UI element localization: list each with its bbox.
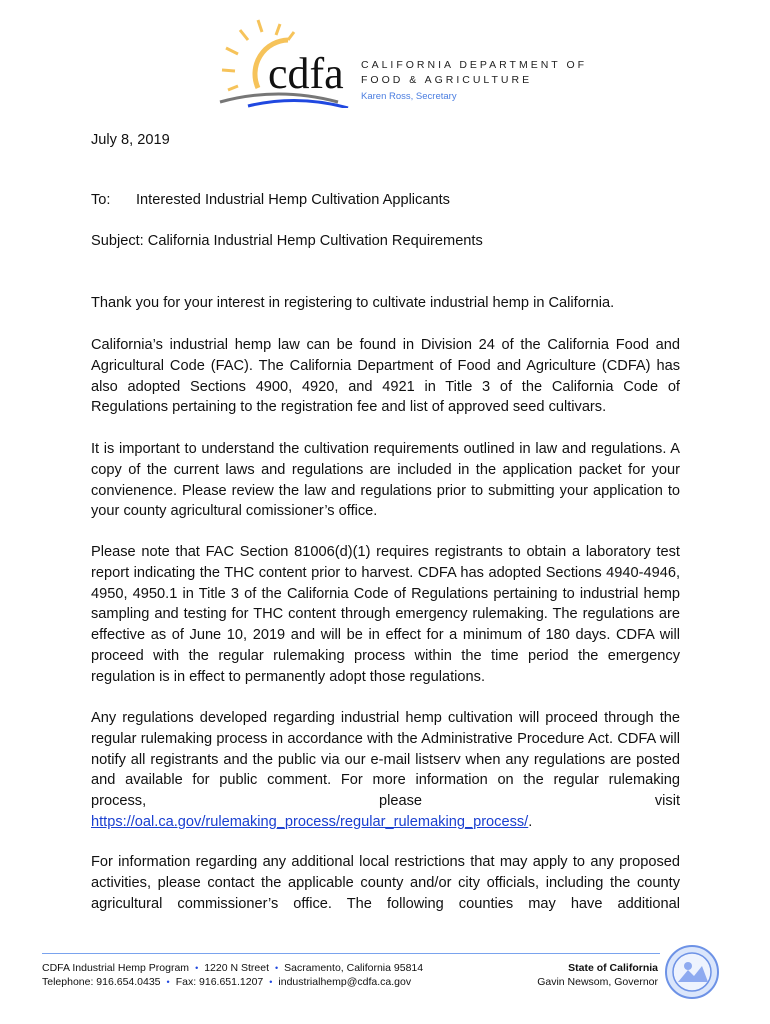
rulemaking-link[interactable]: https://oal.ca.gov/rulemaking_process/regular_rulemaking_process/ (91, 813, 529, 830)
org-name (361, 58, 587, 88)
governor-name: Gavin Newsom, Governor (537, 976, 658, 988)
word: please (379, 793, 423, 810)
bullet-icon: • (195, 963, 199, 973)
footer-state (537, 961, 658, 989)
paragraph-5-body: Any regulations developed regarding industrial hemp cultivation will proceed through the regular rulemaking process in accordance with the Administrative Procedure Act. CDFA will notify all registrants and the public via our e-mail listserv when any regulations are posted and available for public comment. For more information on the regular rulemaking (91, 710, 680, 789)
period: . (528, 813, 533, 830)
email[interactable]: industrialhemp@cdfa.ca.gov (278, 976, 412, 988)
paragraph-2: California’s industrial hemp law can be found in Division 24 of the California Food and Agricultural Code (FAC). The California Department of Food and Agriculture (CDFA) has also adopted Sections 4900, 4920, and 4921 in Title 3 of the California Code of Regulations pertaining to the registration fee and list of approved seed cultivars. (91, 337, 680, 416)
secretary: Karen Ross, Secretary (361, 91, 457, 102)
to-line (91, 190, 680, 211)
org-line1: CALIFORNIA DEPARTMENT OF (361, 59, 588, 71)
state-seal-icon (664, 944, 720, 1000)
org-line2: FOOD & AGRICULTURE (361, 74, 533, 86)
bullet-icon: • (275, 963, 279, 973)
footer-divider (42, 953, 660, 954)
paragraph-5-spread-line (91, 791, 680, 812)
city: Sacramento, California 95814 (284, 962, 424, 974)
subject-line: Subject: California Industrial Hemp Cultivation Requirements (91, 233, 483, 249)
svg-text:cdfa: cdfa (268, 49, 344, 98)
paragraph-1: Thank you for your interest in registering to cultivate industrial hemp in California. (91, 295, 615, 311)
word: visit (654, 793, 680, 810)
letter-date: July 8, 2019 (91, 132, 170, 148)
to-label: To: (91, 192, 111, 208)
state-name: State of California (568, 962, 658, 974)
program-name: CDFA Industrial Hemp Program (42, 962, 190, 974)
fax: Fax: 916.651.1207 (175, 976, 264, 988)
to-value: Interested Industrial Hemp Cultivation Applicants (136, 192, 450, 208)
paragraph-3: It is important to understand the cultivation requirements outlined in law and regulations. A copy of the current laws and regulations are included in the application packet for your convienence. Please review the law and regulations prior to submitting your application to your county agricultural comissioner’s office. (91, 441, 680, 520)
paragraph-4: Please note that FAC Section 81006(d)(1) requires registrants to obtain a laboratory test report indicating the THC content prior to harvest. CDFA has adopted Sections 4940-4946, 4950, 4950.1 in Title 3 of the California Code of Regulations pertaining to industrial hemp sampling and testing for THC content through emergency rulemaking. The regulations are effective as of June 10, 2019 and will be in effect for a minimum of 180 days. CDFA will proceed with the regular rulemaking process within the time period the emergency regulation is in effect to permanently adopt those regulations. (91, 544, 680, 685)
footer-contact (42, 961, 423, 989)
paragraph-5 (91, 708, 680, 833)
word: process, (91, 793, 147, 810)
bullet-icon: • (269, 977, 273, 987)
paragraph-6: For information regarding any additional local restrictions that may apply to any proposed activities, please contact the applicable county and/or city officials, including the county agricultural commissioner’s office. The following counties may have additional (91, 854, 680, 912)
telephone: Telephone: 916.654.0435 (42, 976, 161, 988)
street: 1220 N Street (204, 962, 270, 974)
bullet-icon: • (166, 977, 170, 987)
